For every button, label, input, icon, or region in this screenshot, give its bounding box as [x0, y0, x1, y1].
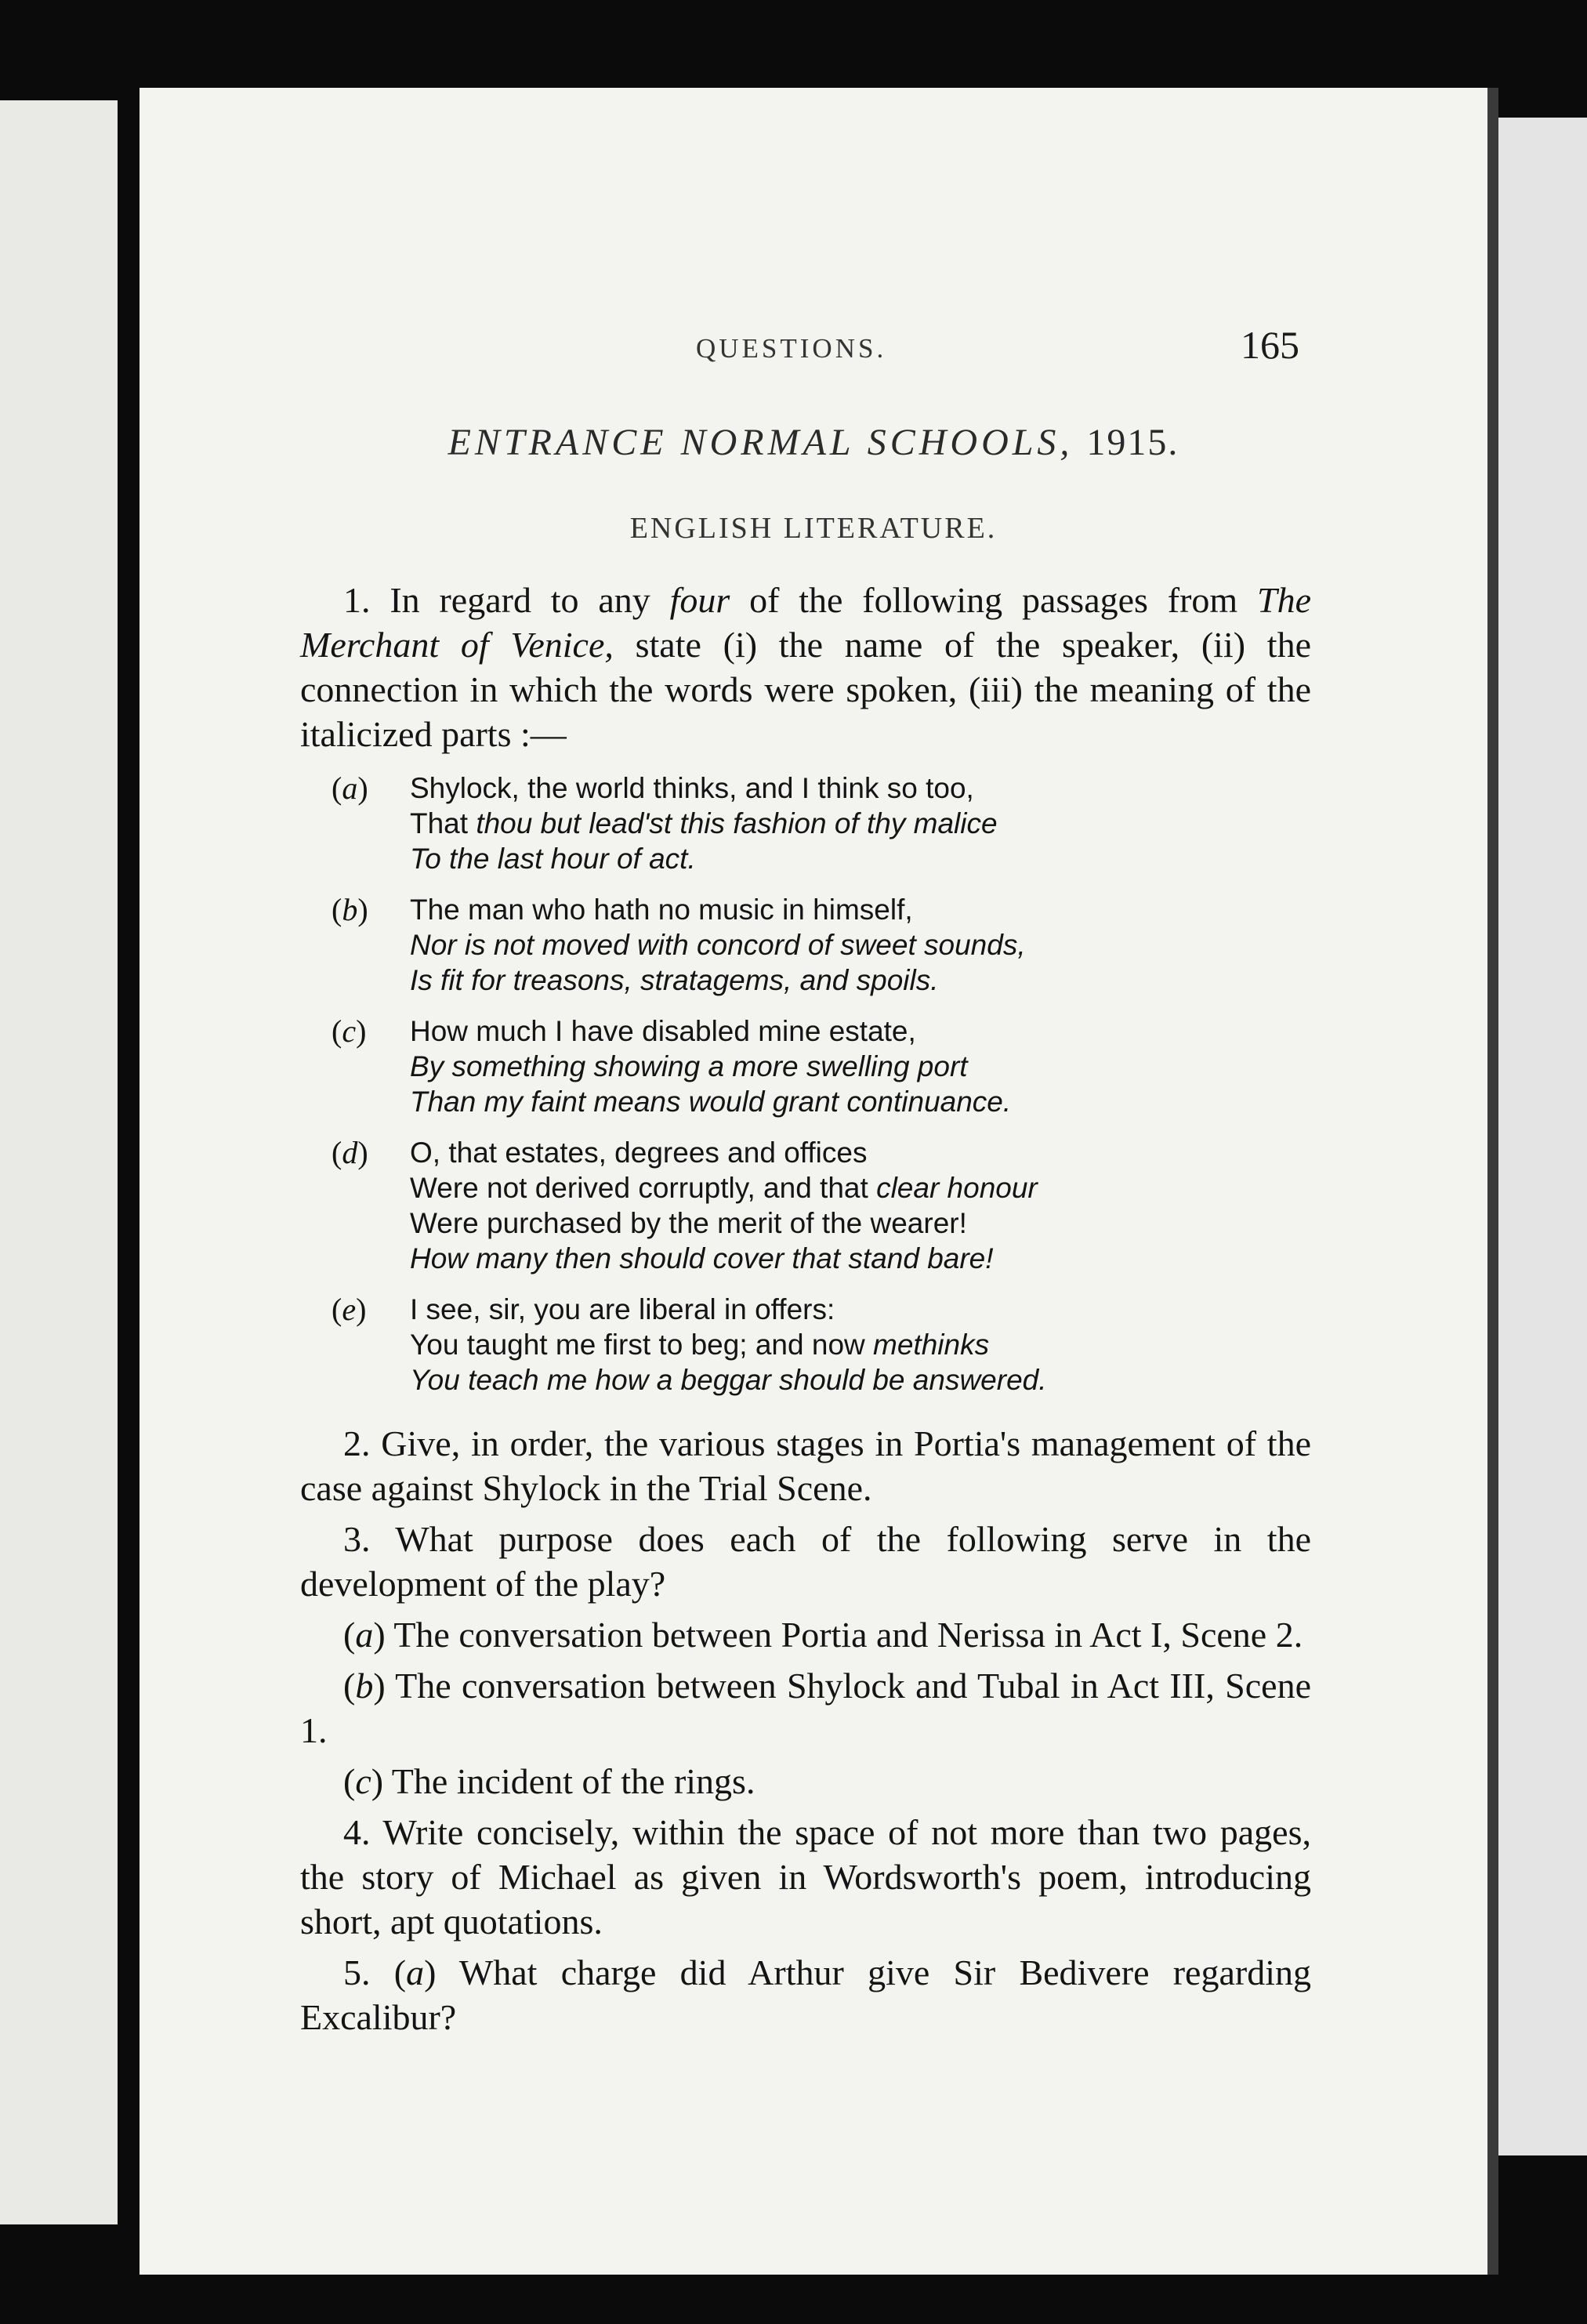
passage-e [332, 1292, 1311, 1398]
passage-c [332, 1013, 1311, 1119]
sub-label: b [355, 1666, 374, 1706]
passage-line: The man who hath no music in himself, [410, 894, 913, 926]
question-3a: (a) The conversation between Portia and Nerissa in Act I, Scene 2. [343, 1615, 1303, 1655]
page-header [139, 323, 1487, 374]
sub-label: a [406, 1952, 425, 1992]
question-3 [300, 1517, 1311, 1606]
passage-line: You teach me how a beggar should be answered. [410, 1364, 1047, 1396]
exam-title-text: ENTRANCE NORMAL SCHOOLS, [447, 422, 1074, 463]
question-text: state (i) the name of the speaker, (ii) the connection in which the words were spoken, (iii) the meaning of the italicized parts :— [300, 625, 1311, 754]
question-number: 2. [343, 1423, 371, 1463]
passage-label: (a) [332, 770, 368, 806]
question-number: 1. [343, 580, 371, 620]
passage-line: That thou but lead'st this fashion of thy malice [410, 807, 998, 839]
passage-line: How many then should cover that stand bare! [410, 1242, 994, 1274]
passage-label: (e) [332, 1292, 367, 1327]
question-text: Write concisely, within the space of not more than two pages, the story of Michael as given in Wordsworth's poem, introducing short, apt quotations. [300, 1812, 1311, 1942]
passage-line: Than my faint means would grant continuance. [410, 1086, 1012, 1118]
subject-heading: ENGLISH LITERATURE. [629, 512, 998, 545]
question-number: 4. [343, 1812, 371, 1852]
passage-line: To the last hour of act. [410, 843, 696, 875]
exam-year: 1915. [1086, 422, 1179, 463]
passage-label: (d) [332, 1135, 368, 1170]
passage-label: (c) [332, 1013, 367, 1049]
next-page-edge [1498, 118, 1587, 2155]
page-number: 165 [1241, 323, 1299, 367]
question-text: The conversation between Shylock and Tubal in Act III, Scene 1. [300, 1666, 1311, 1750]
question-text: What charge did Arthur give Sir Bedivere regarding Excalibur? [300, 1952, 1311, 2037]
question-text: The incident of the rings. [391, 1761, 755, 1801]
question-text: of the following passages from [749, 580, 1238, 620]
page-gutter-shadow [1487, 88, 1498, 2275]
question-1 [300, 578, 1311, 756]
question-text: What purpose does each of the following serve in the development of the play? [300, 1519, 1312, 1604]
book-page [139, 88, 1487, 2275]
exam-title [139, 421, 1487, 464]
passage-list [300, 770, 1311, 1398]
sub-label: a [355, 1615, 374, 1655]
question-number: 3. [343, 1519, 371, 1559]
passage-label: (b) [332, 892, 368, 927]
question-3c: (c) The incident of the rings. [343, 1761, 755, 1801]
passage-line: Shylock, the world thinks, and I think so too, [410, 772, 974, 804]
passage-a [332, 770, 1311, 876]
question-text: In regard to any [390, 580, 650, 620]
question-4 [300, 1810, 1311, 1944]
question-2 [300, 1421, 1311, 1510]
question-number: 5. [343, 1952, 371, 1992]
question-emphasis: four [669, 580, 730, 620]
passage-line: Is fit for treasons, stratagems, and spoils. [410, 964, 939, 996]
passage-line: I see, sir, you are liberal in offers: [410, 1293, 835, 1325]
running-head: QUESTIONS. [696, 333, 887, 364]
passage-d [332, 1135, 1311, 1276]
question-text: Give, in order, the various stages in Portia's management of the case against Shylock in the Trial Scene. [300, 1423, 1311, 1508]
questions [300, 578, 1311, 2046]
passage-line: Nor is not moved with concord of sweet sounds, [410, 929, 1026, 961]
passage-line: How much I have disabled mine estate, [410, 1015, 916, 1047]
passage-line: O, that estates, degrees and offices [410, 1137, 868, 1169]
question-3b: (b) The conversation between Shylock and Tubal in Act III, Scene 1. [300, 1666, 1311, 1750]
passage-line: Were purchased by the merit of the wearer! [410, 1207, 967, 1239]
passage-line: By something showing a more swelling port [410, 1050, 968, 1082]
passage-line: You taught me first to beg; and now methinks [410, 1329, 990, 1361]
question-text: The conversation between Portia and Nerissa in Act I, Scene 2. [393, 1615, 1303, 1655]
question-5: 5. (a) What charge did Arthur give Sir Bedivere regarding Excalibur? [300, 1952, 1311, 2037]
play-title: The Merchant of Venice, [300, 580, 1312, 665]
sub-label: c [355, 1761, 371, 1801]
facing-page [0, 100, 118, 2224]
passage-b [332, 892, 1311, 998]
passage-line: Were not derived corruptly, and that clear honour [410, 1172, 1038, 1204]
